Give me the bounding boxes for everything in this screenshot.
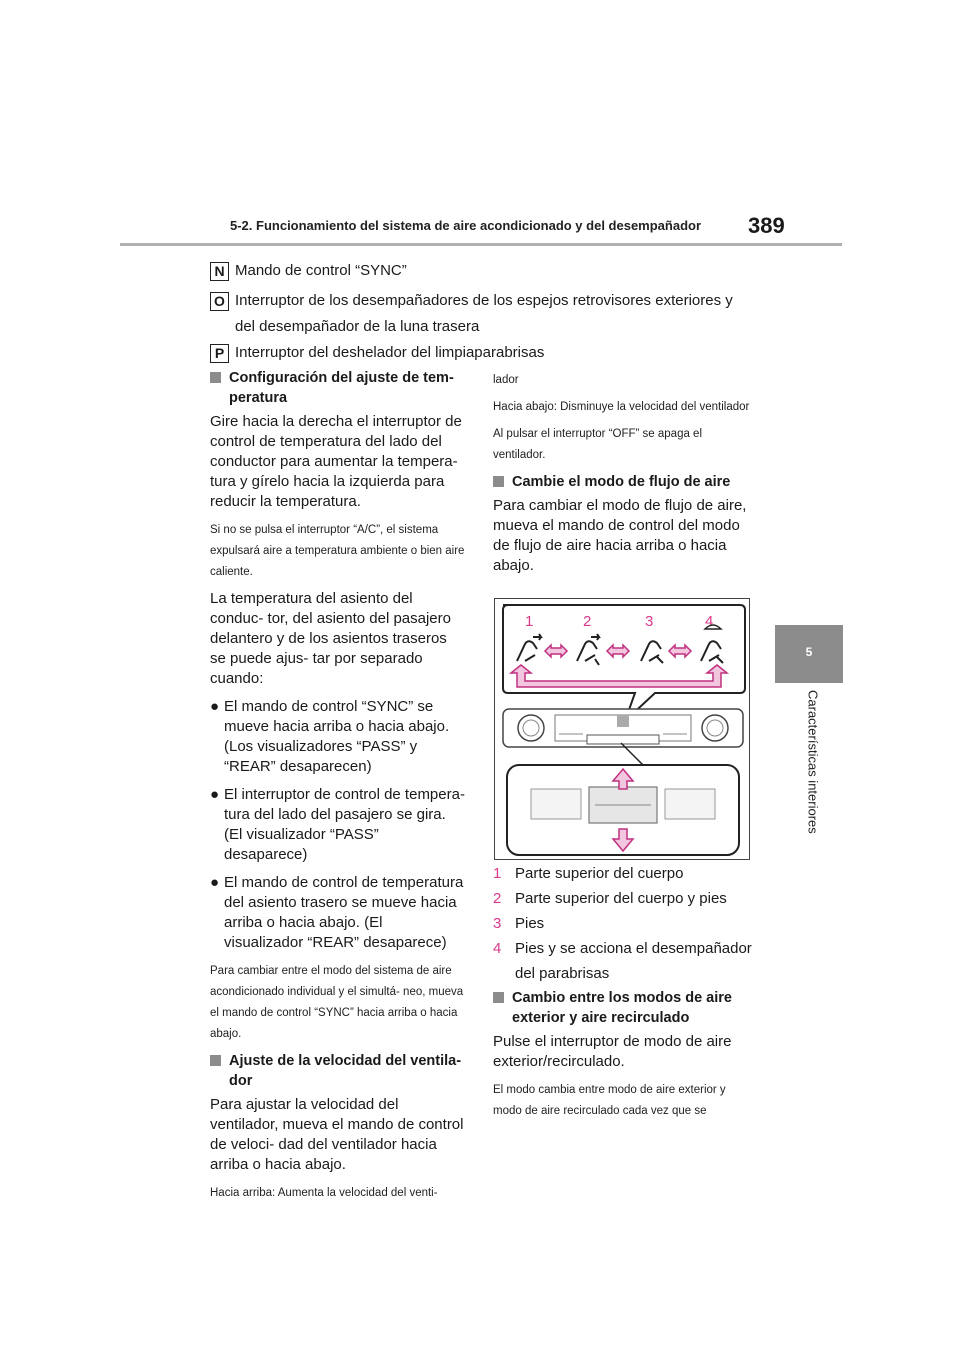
page-number: 389: [748, 213, 785, 238]
list-item: 3 Pies: [493, 915, 545, 932]
key-item-p: [210, 344, 544, 366]
bullet-dot-icon: ●: [210, 786, 220, 803]
list-item: 1 Parte superior del cuerpo: [493, 865, 684, 882]
heading-square-icon: [210, 1055, 221, 1066]
airflow-mode-list: [493, 861, 753, 986]
header-rule: [120, 243, 842, 246]
heading-temperature: Configuración del ajuste de tem- peratura: [210, 368, 465, 408]
heading-air-source: Cambio entre los modos de aire exterior y aire recirculado: [493, 988, 751, 1028]
key-text-p: Interruptor del deshelador del limpiaparabrisas: [235, 344, 545, 361]
key-text-n: Mando de control “SYNC”: [235, 262, 407, 279]
note: Al pulsar el interruptor “OFF” se apaga el ventilador.: [493, 428, 703, 461]
bullet-item: ● El interruptor de control de tempera- tura del lado del pasajero se gira. (El visualizador “PASS” desaparece): [210, 786, 465, 863]
heading-square-icon: [210, 372, 221, 383]
bullet-item: ● El mando de control de temperatura del asiento trasero se mueve hacia arriba o hacia abajo. (El visualizador “REAR” desaparece): [210, 874, 464, 951]
key-text-o: Interruptor de los desempañadores de los espejos retrovisores exteriores y del desempañador de la luna trasera: [235, 292, 733, 335]
key-item-o: [210, 292, 750, 340]
paragraph: La temperatura del asiento del conduc- tor, del asiento del pasajero delantero y de los asientos traseros se puede ajus- tar por separado cuando:: [210, 590, 451, 687]
heading-fan-speed: Ajuste de la velocidad del ventila- dor: [210, 1051, 465, 1091]
heading-airflow-mode: Cambie el modo de flujo de aire: [493, 472, 751, 492]
key-letter-n: N: [210, 262, 229, 281]
chapter-tab: [775, 625, 843, 683]
key-letter-p: P: [210, 344, 229, 363]
key-item-n: [210, 262, 407, 284]
mode-number-4: 4: [705, 613, 714, 630]
note: Hacia abajo: Disminuye la velocidad del ventilador: [493, 401, 750, 413]
mode-number-1: 1: [525, 613, 534, 630]
airflow-figure: [494, 598, 750, 860]
zoom-detail: [507, 743, 739, 855]
bullet-dot-icon: ●: [210, 698, 220, 715]
heading-square-icon: [493, 476, 504, 487]
list-item: 2 Parte superior del cuerpo y pies: [493, 890, 727, 907]
note: El modo cambia entre modo de aire exterior y modo de aire recirculado cada vez que se: [493, 1084, 726, 1117]
control-panel-drawing: [503, 709, 743, 747]
paragraph: Para ajustar la velocidad del ventilador, mueva el mando de control de veloci- dad del ventilador hacia arriba o hacia abajo.: [210, 1096, 464, 1173]
note: lador: [493, 374, 519, 386]
note: Hacia arriba: Aumenta la velocidad del venti-: [210, 1187, 438, 1199]
chapter-title-vertical: [803, 690, 823, 850]
mode-number-2: 2: [583, 613, 592, 630]
bullet-dot-icon: ●: [210, 874, 220, 891]
left-column: [210, 368, 465, 1210]
right-column-lower: [493, 988, 751, 1128]
section-title: 5-2. Funcionamiento del sistema de aire acondicionado y del desempañador: [230, 218, 702, 233]
paragraph: Gire hacia la derecha el interruptor de control de temperatura del lado del conductor para aumentar la tempera- tura y gírelo hacia la izquierda para reducir la temperatura.: [210, 413, 462, 510]
airflow-illustration: [495, 599, 749, 859]
paragraph: Pulse el interruptor de modo de aire exterior/recirculado.: [493, 1033, 732, 1070]
note: Para cambiar entre el modo del sistema de aire acondicionado individual y el simultá- neo, mueva el mando de control “SYNC” hacia arriba o hacia abajo.: [210, 965, 464, 1040]
note: Si no se pulsa el interruptor “A/C”, el sistema expulsará aire a temperatura ambiente o bien aire caliente.: [210, 524, 465, 578]
heading-square-icon: [493, 992, 504, 1003]
chapter-title: Características interiores: [805, 690, 821, 834]
bullet-item: ● El mando de control “SYNC” se mueve hacia arriba o hacia abajo. (Los visualizadores “PASS” y “REAR” desaparecen): [210, 698, 450, 775]
list-item: 4 Pies y se acciona el desempañador del parabrisas: [493, 940, 752, 982]
paragraph: Para cambiar el modo de flujo de aire, mueva el mando de control del modo de flujo de aire hacia arriba o hacia abajo.: [493, 497, 747, 574]
mode-number-3: 3: [645, 613, 654, 630]
chapter-number: 5: [805, 645, 813, 659]
right-column: [493, 370, 751, 584]
key-letter-o: O: [210, 292, 229, 311]
